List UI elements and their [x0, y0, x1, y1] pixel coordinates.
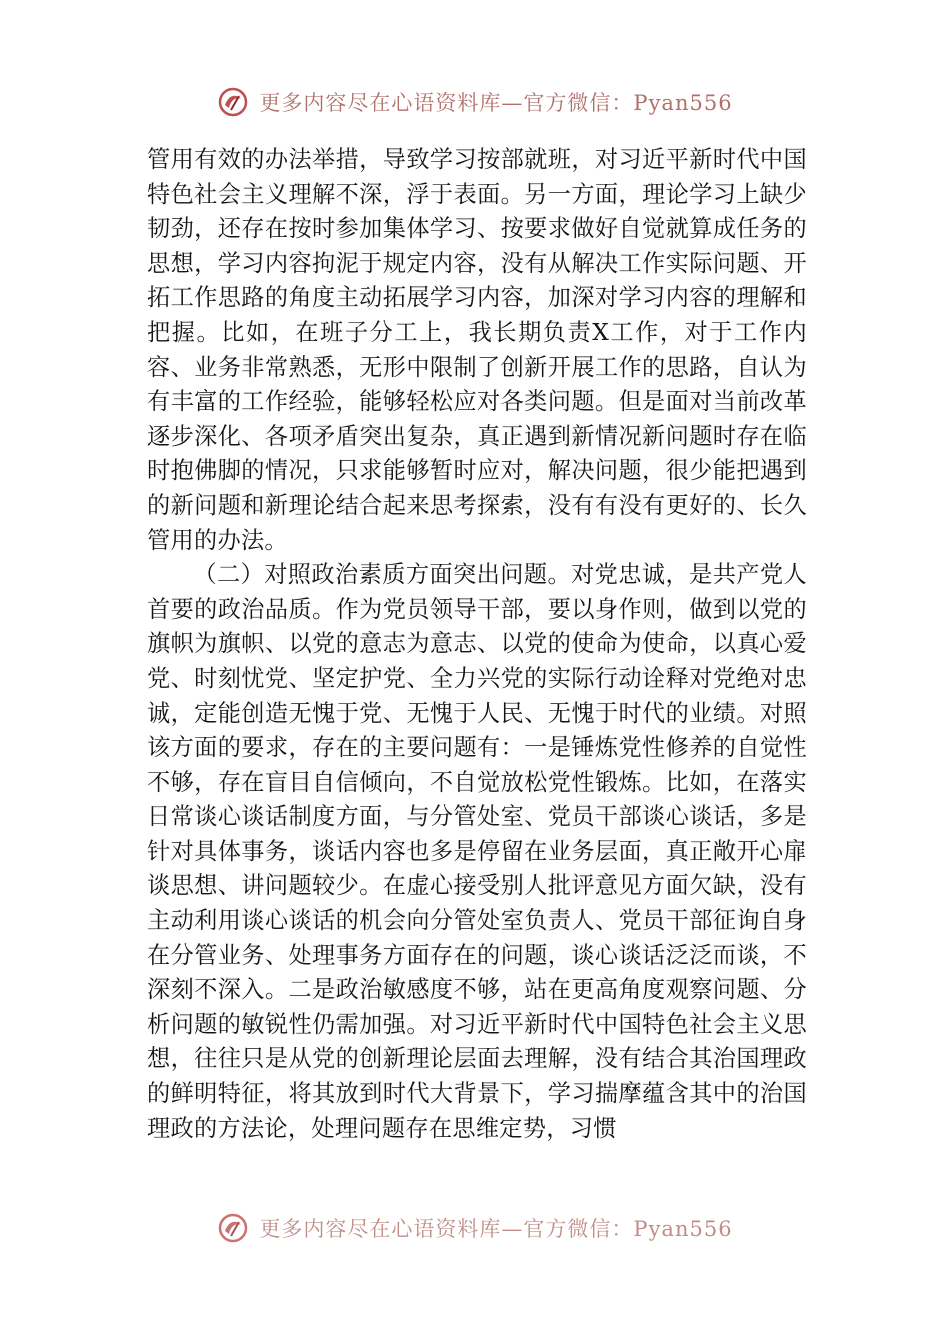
brand-logo-icon	[217, 1212, 249, 1244]
paragraph-section-two: （二）对照政治素质方面突出问题。对党忠诚，是共产党人首要的政治品质。作为党员领导干部，要以身作则，做到以党的旗帜为旗帜、以党的意志为意志、以党的使命为使命，以真心爱党、时刻忧党、坚定护党、全力兴党的实际行动诠释对党绝对忠诚，定能创造无愧于党、无愧于人民、无愧于时代的业绩。对照该方面的要求，存在的主要问题有：一是锤炼党性修养的自觉性不够，存在盲目自信倾向，不自觉放松党性锻炼。比如，在落实日常谈心谈话制度方面，与分管处室、党员干部谈心谈话，多是针对具体事务，谈话内容也多是停留在业务层面，真正敞开心扉谈思想、讲问题较少。在虚心接受别人批评意见方面欠缺，没有主动利用谈心谈话的机会向分管处室负责人、党员干部征询自身在分管业务、处理事务方面存在的问题，谈心谈话泛泛而谈，不深刻不深入。二是政治敏感度不够，站在更高角度观察问题、分析问题的敏锐性仍需加强。对习近平新时代中国特色社会主义思想，往往只是从党的创新理论层面去理解，没有结合其治国理政的鲜明特征，将其放到时代大背景下，学习揣摩蕴含其中的治国理政的方法论，处理问题存在思维定势，习惯	[147, 561, 807, 1142]
paragraph-continuation: 管用有效的办法举措，导致学习按部就班，对习近平新时代中国特色社会主义理解不深，浮于表面。另一方面，理论学习上缺少韧劲，还存在按时参加集体学习、按要求做好自觉就算成任务的思想，学习内容拘泥于规定内容，没有从解决工作实际问题、开拓工作思路的角度主动拓展学习内容，加深对学习内容的理解和把握。比如，在班子分工上，我长期负责X工作，对于工作内容、业务非常熟悉，无形中限制了创新开展工作的思路，自认为有丰富的工作经验，能够轻松应对各类问题。但是面对当前改革逐步深化、各项矛盾突出复杂，真正遇到新情况新问题时存在临时抱佛脚的情况，只求能够暂时应对，解决问题，很少能把遇到的新问题和新理论结合起来思考探索，没有有没有更好的、长久管用的办法。	[147, 146, 807, 554]
watermark-footer	[0, 1212, 950, 1244]
watermark-text: 更多内容尽在心语资料库—官方微信：Pyan556	[259, 1217, 733, 1241]
document-body	[147, 143, 807, 1146]
watermark-header	[0, 86, 950, 118]
watermark-text: 更多内容尽在心语资料库—官方微信：Pyan556	[259, 91, 733, 115]
brand-logo-icon	[217, 86, 249, 118]
